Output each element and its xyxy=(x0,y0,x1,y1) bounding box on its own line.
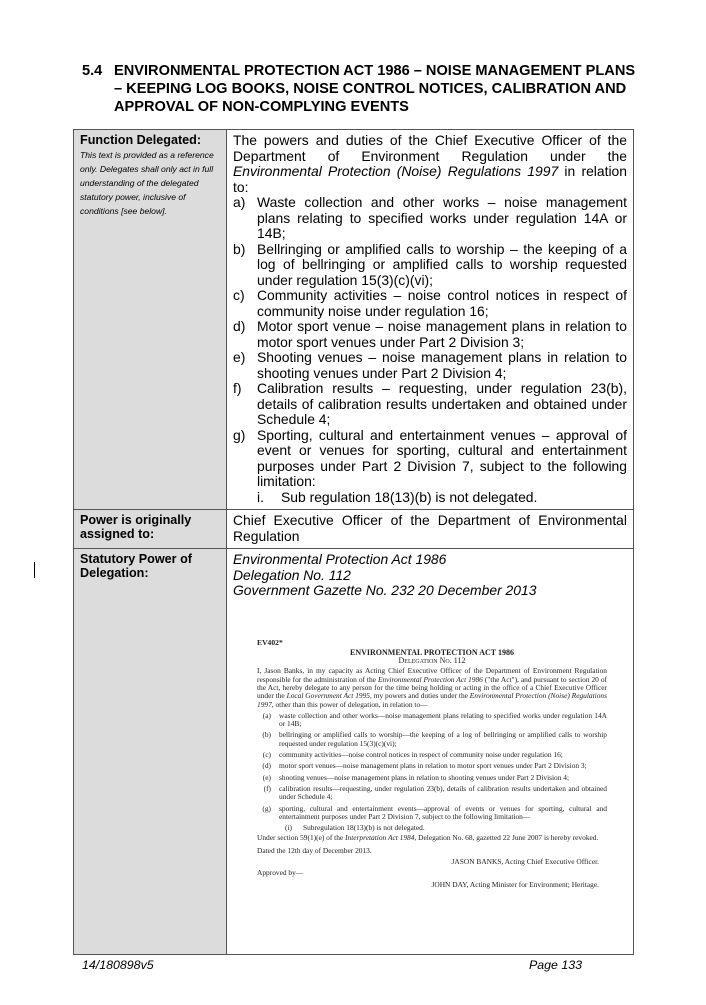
gazette-italic: Environmental Protection Act 1986 xyxy=(377,674,483,684)
gazette-item-label: (g) xyxy=(262,803,271,813)
statutory-label: Statutory Power of Delegation: xyxy=(80,552,192,580)
item-label: d) xyxy=(233,318,246,334)
statutory-value-cell xyxy=(227,549,634,955)
section-heading xyxy=(82,62,642,116)
gazette-revocation xyxy=(257,834,607,842)
statute-name: Environmental Protection Act 1986 xyxy=(233,551,447,567)
power-assigned-row xyxy=(74,510,634,549)
gazette-item-text: shooting venues—noise management plans in relation to shooting venues under Part 2 Division 4; xyxy=(279,772,570,782)
statutory-label-cell xyxy=(74,549,227,955)
gazette-item-text: sporting, cultural and entertainment events—approval of events or venues for sporting, cultural and entertainment purposes under Part 2 Division 7, subject to the following limitation— xyxy=(279,803,607,821)
gazette-text: I, Jason Banks, in my capacity as Acting Chief Executive Officer of the Department of Environment Regulation responsible for the administration of the xyxy=(257,666,607,684)
power-label: Power is originally assigned to: xyxy=(80,513,192,541)
item-text: Motor sport venue – noise management plans in relation to motor sport venues under Part 2 Division 3; xyxy=(257,318,627,350)
gazette-extract xyxy=(257,639,607,889)
gazette-text: , other than this power of delegation, in relation to— xyxy=(271,699,428,709)
sub-item-text: Sub regulation 18(13)(b) is not delegated. xyxy=(281,488,538,505)
gazette-signatory: JASON BANKS, Acting Chief Executive Officer. xyxy=(451,857,599,867)
intro-text: The powers and duties of the Chief Executive Officer of the Department of Environment Regulation under the xyxy=(233,132,627,164)
gazette-italic: Local Government Act 1995 xyxy=(286,691,370,701)
function-note: This text is provided as a reference only. Delegates shall only act in full understanding of the delegated statutory power, inclusive of conditions [see below]. xyxy=(80,150,214,216)
item-text: Sporting, cultural and entertainment venues – approval of event or venues for sporting, cultural and entertainment purposes under Part 2 Division 7, subject to the following limitation: xyxy=(257,426,627,489)
function-label-cell xyxy=(74,130,227,510)
sub-item xyxy=(257,490,627,506)
footer-doc-ref: 14/180898v5 xyxy=(82,958,154,972)
gazette-sub-item xyxy=(257,824,607,832)
gazette-sub-text: Subregulation 18(13)(b) is not delegated. xyxy=(303,823,425,833)
function-delegated-row xyxy=(74,130,634,510)
list-item xyxy=(233,319,627,350)
gazette-item-label: (f) xyxy=(263,783,271,793)
gazette-item-text: motor sport venues—noise management plans in relation to motor sport venues under Part 2 Division 3; xyxy=(279,761,587,771)
item-label: c) xyxy=(233,287,245,303)
gazette-item-text: calibration results—requesting, under regulation 23(b), details of calibration results undertaken and obtained under Schedule 4; xyxy=(279,783,607,802)
function-label: Function Delegated: xyxy=(80,133,202,147)
delegation-table xyxy=(73,129,634,955)
list-item xyxy=(233,288,627,319)
gazette-intro xyxy=(257,667,607,708)
section-title: ENVIRONMENTAL PROTECTION ACT 1986 – NOISE MANAGEMENT PLANS – KEEPING LOG BOOKS, NOISE CONTROL NOTICES, CALIBRATION AND APPROVAL OF NON-COMPLYING EVENTS xyxy=(114,63,636,115)
gazette-delegation-number: Delegation No. 112 xyxy=(398,656,466,666)
item-text: Community activities – noise control notices in respect of community noise under regulation 16; xyxy=(257,287,627,319)
gazette-reference: Government Gazette No. 232 20 December 2013 xyxy=(233,582,537,598)
item-text: Bellringing or amplified calls to worship – the keeping of a log of bellringing or amplified calls to worship requested under regulation 15(3)(c)(vi); xyxy=(257,240,627,288)
gazette-item-label: (e) xyxy=(262,772,271,782)
gazette-item-label: (b) xyxy=(262,730,271,740)
item-text: Waste collection and other works – noise management plans relating to specified works under regulation 14A or 14B; xyxy=(257,194,627,241)
footer-page-number: Page 133 xyxy=(528,958,582,972)
gazette-item xyxy=(257,785,607,802)
sub-item-label: i. xyxy=(257,488,264,505)
gazette-item-label: (c) xyxy=(262,750,271,760)
statutory-power-row xyxy=(74,549,634,955)
item-label: a) xyxy=(233,194,246,210)
list-item xyxy=(233,381,627,428)
section-number: 5.4 xyxy=(82,63,103,79)
function-intro xyxy=(233,133,627,195)
gazette-item xyxy=(257,712,607,729)
item-label: b) xyxy=(233,240,246,257)
item-text: Calibration results – requesting, under regulation 23(b), details of calibration results undertaken and obtained under Schedule 4; xyxy=(257,380,627,427)
gazette-item xyxy=(257,762,607,770)
gazette-item xyxy=(257,774,607,782)
function-value-cell xyxy=(227,130,634,510)
gazette-item-text: bellringing or amplified calls to worship—the keeping of a log of bellringing or amplified calls to worship requested under regulation 15(3)(c)(vi); xyxy=(279,730,607,748)
gazette-code: EV402* xyxy=(257,637,283,647)
gazette-date: Dated the 12th day of December 2013. xyxy=(257,845,372,855)
gazette-italic: Environmental Protection (Noise) Regulations 1997 xyxy=(257,691,607,709)
power-value-cell xyxy=(227,510,634,549)
gazette-item-text: waste collection and other works—noise management plans relating to specified works under regulation 14A or 14B; xyxy=(279,710,607,729)
gazette-minister: JOHN DAY, Acting Minister for Environment; Heritage. xyxy=(431,879,599,889)
item-label: f) xyxy=(233,380,242,396)
gazette-item-label: (d) xyxy=(262,761,271,771)
gazette-text: Under section 59(1)(e) of the xyxy=(257,833,344,843)
delegation-number: Delegation No. 112 xyxy=(233,566,351,583)
gazette-item-text: community activities—noise control notices in respect of community noise under regulation 16; xyxy=(279,750,563,760)
gazette-italic: Interpretation Act 1984 xyxy=(345,833,415,843)
gazette-sub-label: (i) xyxy=(285,823,292,833)
gazette-act-title: ENVIRONMENTAL PROTECTION ACT 1986 xyxy=(350,647,514,657)
gazette-approved-by: Approved by— xyxy=(257,868,304,878)
list-item xyxy=(233,350,627,381)
gazette-text: , my powers and duties under the xyxy=(370,691,468,701)
power-value: Chief Executive Officer of the Department of Environmental Regulation xyxy=(233,512,627,544)
gazette-item xyxy=(257,731,607,748)
gazette-item xyxy=(257,805,607,822)
item-label: g) xyxy=(233,426,246,443)
list-item xyxy=(233,428,627,506)
gazette-text: ("the Act"), and pursuant to section 20 of the Act, hereby delegate to any person for the time being holding or acting in the office of a Chief Executive Officer under the xyxy=(257,674,607,701)
text-cursor xyxy=(34,562,35,578)
gazette-item-label: (a) xyxy=(262,710,271,720)
power-label-cell xyxy=(74,510,227,549)
gazette-text: , Delegation No. 68, gazetted 22 June 2007 is hereby revoked. xyxy=(414,833,599,843)
list-item xyxy=(233,242,627,289)
gazette-item xyxy=(257,751,607,759)
item-text: Shooting venues – noise management plans in relation to shooting venues under Part 2 Division 4; xyxy=(257,349,627,381)
intro-text-end: in relation to: xyxy=(233,163,628,195)
item-label: e) xyxy=(233,349,246,365)
list-item xyxy=(233,195,627,242)
intro-regulation: Environmental Protection (Noise) Regulations 1997 xyxy=(233,163,559,179)
function-list xyxy=(233,195,627,505)
